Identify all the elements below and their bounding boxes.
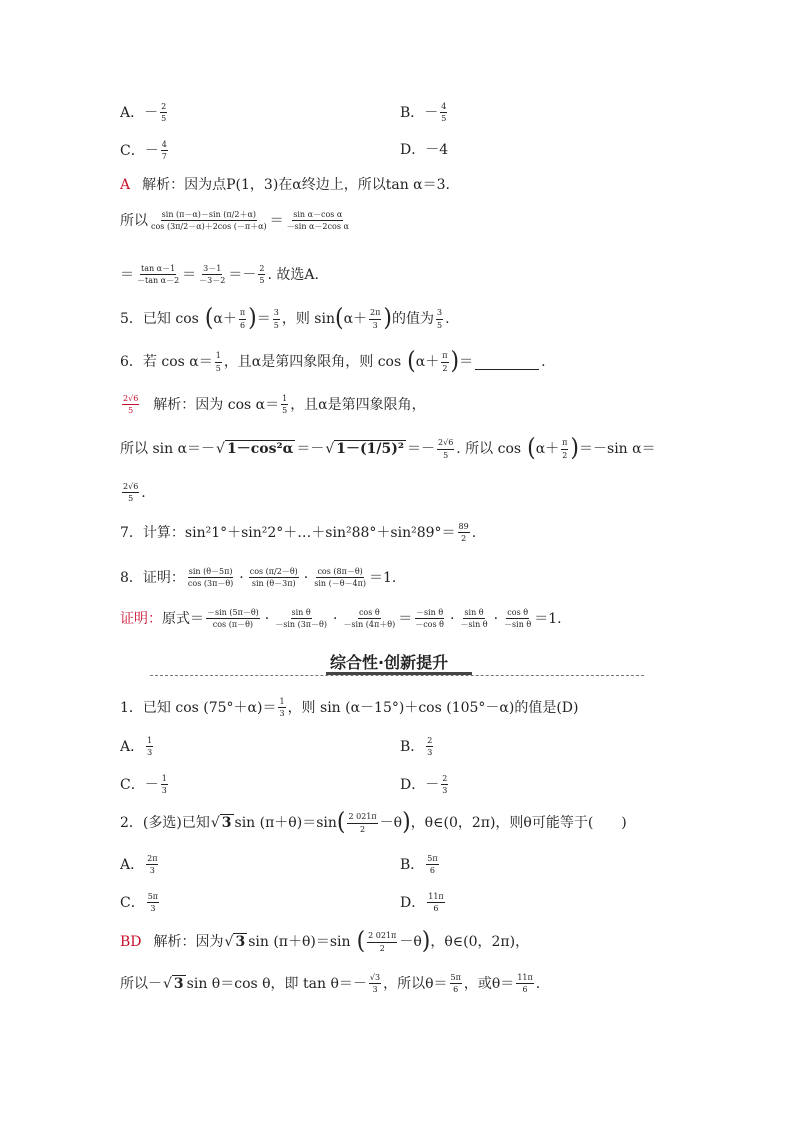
denominator: 2 [379,943,385,953]
denominator: cos (3π－θ) [187,579,234,589]
q6-analysis-line3 [120,482,146,503]
comp2-analysis-line1 [120,927,530,956]
analysis-text: . 所以 cos [456,441,522,457]
numerator: cos θ [358,608,381,619]
answer-letter: A [120,177,131,193]
analysis-text: 解析：因为点P(1，3)在α终边上，所以tan α＝3. [142,177,450,193]
comp1-option-a [120,736,155,757]
radical: √ 1－cos²α [216,441,294,457]
multiply-dot: · [332,610,338,627]
left-paren: ( [407,347,416,376]
prev-option-c [120,140,170,161]
period: . [141,484,146,501]
comp2-option-a [120,854,160,875]
denominator: 6 [522,985,528,995]
option-label: C．－ [120,142,159,159]
fraction [258,264,265,285]
numerator: 2 021π [347,812,377,823]
analysis-text: . 故选A. [267,266,319,283]
radicand: 1－cos²α [226,441,294,457]
math-text: －θ [399,934,422,950]
equals-sign: ＝ [269,212,284,229]
math-text: sin (π＋θ)＝sin [234,815,337,831]
comp2-analysis-line2 [120,973,540,994]
analysis-text: 解析：因为 cos α＝ [153,396,280,413]
question-text: 1．已知 cos (75°＋α)＝ [120,699,277,716]
fraction [450,973,462,994]
right-paren: ) [421,927,431,956]
math-text: α＋ [213,311,237,327]
denominator: 3 [372,320,378,330]
denominator: 5 [282,406,288,416]
section-header [150,648,644,676]
comp1-option-d [400,774,450,795]
numerator: 2√6 [122,482,139,493]
multiply-dot: · [239,569,244,586]
fraction [249,567,299,588]
fraction [516,973,533,994]
math-text: α＋ [343,311,368,327]
denominator: sin (－θ－4π) [314,579,366,589]
period: . [471,524,477,541]
denominator: 5 [441,114,447,124]
numerator: 1 [146,736,153,747]
denominator: －sin α－2cos α [286,222,349,232]
question-text: ，则 sin (α－15°)＋cos (105°－α)的值是(D) [287,699,579,716]
multiply-dot: · [449,610,455,627]
numerator: √3 [369,973,381,984]
option-label: A．－ [120,104,159,121]
fraction [286,210,350,231]
fraction [441,774,448,795]
multiply-dot: · [493,610,499,627]
fraction [313,567,367,588]
radical: √ 3 [163,975,184,992]
fraction [239,308,246,329]
left-paren: ( [356,927,366,956]
fraction [215,351,222,372]
question-text: 2．(多选)已知 [120,815,210,831]
comp2-option-b [400,854,441,875]
comp1-option-b [400,736,435,757]
prev-analysis-line3 [120,264,319,285]
numerator: 2 [426,736,433,747]
numerator: cos θ [506,608,529,619]
equals-sign: ＝ [459,354,474,370]
question-5 [120,304,450,333]
equals-sign: ＝－ [296,441,325,457]
math-text: －θ [379,815,403,831]
numerator: tan α－1 [140,264,176,275]
fraction [187,567,234,588]
equals-sign: ＝1. [534,610,562,627]
denominator: 3 [427,748,433,758]
right-paren: ) [570,434,580,463]
numerator: 1 [278,697,285,708]
equals-sign: ＝－ [228,266,257,283]
numerator: 2 021π [367,931,397,942]
section-title: 综合性·创新提升 [320,650,458,673]
fraction [427,892,444,913]
answer-fraction [122,394,139,415]
period: . [541,354,546,370]
prev-option-d [400,143,448,157]
denominator: －3－2 [199,276,226,286]
question-text: 5．已知 cos [120,311,199,327]
proof-text: 原式＝ [162,610,204,627]
fraction [440,102,447,123]
denominator: －sin (4π＋θ) [343,620,396,630]
numerator: 3－1 [202,264,222,275]
analysis-text: 所以－ [120,975,162,992]
proof-label: 证明： [120,610,162,627]
math-text: α＋ [535,441,560,457]
question-text: 8．证明： [120,569,185,586]
radical: √ 3 [210,815,232,831]
numerator: π [441,351,448,362]
denominator: 5 [436,320,443,330]
fraction [441,351,448,372]
fraction [136,264,180,285]
denominator: 5 [443,450,449,460]
analysis-text: ，或θ＝ [463,975,515,992]
question-text: 6．若 cos α＝ [120,354,213,370]
equals-sign: ＝ [120,266,134,283]
fraction [369,973,381,994]
question-text: ，θ∈(0，2π)，则θ可能等于( ) [410,815,627,831]
analysis-text: 解析：因为 [153,934,224,950]
fraction [146,854,158,875]
fraction [342,608,396,629]
question-text: ，则 sin [281,311,335,327]
left-paren: ( [336,808,346,837]
option-label: D． [400,894,426,911]
numerator: sin α－cos α [292,210,343,221]
numerator: sin (θ－5π) [188,567,234,578]
radicand: 1－(1/5)² [336,441,404,457]
option-label: C．－ [120,776,159,793]
option-label: A． [120,856,145,873]
question-7 [120,522,476,543]
fraction [426,736,433,757]
analysis-text: ，所以θ＝ [383,975,448,992]
fraction [414,608,445,629]
analysis-text: ，θ∈(0，2π)， [430,934,530,950]
numerator: 5π [450,973,462,984]
question-text: 7．计算：sin²1°＋sin²2°＋…＋sin²88°＋sin²89°＝ [120,524,456,541]
denominator: 3 [150,904,156,914]
question-text: ，且α是第四象限角，则 cos [223,354,402,370]
numerator: 5π [426,854,438,865]
fraction [160,102,167,123]
numerator: 4 [161,140,168,151]
left-paren: ( [204,304,214,333]
fraction [458,522,470,543]
option-label: B． [400,738,425,755]
fraction [206,608,260,629]
numerator: －sin (5π－θ) [206,608,260,619]
math-text: sin θ＝cos θ，即 tan θ＝－ [186,975,367,992]
denominator: 5 [273,320,279,330]
question-8 [120,567,396,588]
denominator: 3 [147,748,153,758]
fraction [437,438,454,459]
denominator: 2 [360,824,366,834]
fraction [273,308,280,329]
fraction [436,308,443,329]
fraction [281,394,288,415]
numerator: 2√6 [122,394,139,405]
numerator: sin (π－α)－sin (π/2＋α) [161,210,257,221]
answer-letter: BD [120,934,142,950]
fraction [503,608,532,629]
numerator: 4 [440,102,447,113]
fraction [274,608,328,629]
comp2-option-c [120,892,161,913]
section-divider [150,675,644,676]
comp2-option-d [400,892,447,913]
numerator: 3 [273,308,280,319]
denominator: －sin θ [504,620,532,630]
math-text: α＋ [415,354,440,370]
denominator: －tan α－2 [137,276,180,286]
numerator: 5π [147,892,159,903]
numerator: sin θ [291,608,312,619]
denominator: 3 [149,866,155,876]
fraction [459,608,488,629]
section-title-underline [326,672,472,675]
numerator: －sin θ [415,608,444,619]
right-paren: ) [383,304,392,333]
option-label: B．－ [400,104,439,121]
numerator: cos (π/2－θ) [249,567,299,578]
denominator: cos (π－θ) [212,620,254,630]
denominator: 3 [372,985,378,995]
option-label: B． [400,856,425,873]
radicand: 3 [221,815,232,831]
analysis-text: 所以 sin α＝－ [120,441,216,457]
radical: √ 1－(1/5)² [325,441,404,457]
fraction [161,774,168,795]
denominator: －sin (3π－θ) [275,620,327,630]
denominator: 6 [239,320,246,330]
numerator: 2 [160,102,167,113]
denominator: sin (θ－3π) [251,579,296,589]
denominator: 7 [161,152,167,162]
left-paren: ( [334,304,344,333]
period: . [445,311,450,327]
analysis-text: 所以 [120,212,148,229]
prev-analysis-line1 [120,178,450,192]
radical: √ 3 [224,934,246,950]
fraction [369,308,381,329]
multiply-dot: · [264,610,270,627]
numerator: 2 [258,264,265,275]
right-paren: ) [248,304,257,333]
equals-sign: ＝ [182,266,197,283]
denominator: －sin θ [460,620,488,630]
denominator: 5 [128,494,134,504]
option-label: C． [120,894,145,911]
numerator: cos (8π－θ) [316,567,363,578]
radicand: 3 [235,934,246,950]
math-text: sin (π＋θ)＝sin [248,934,351,950]
comp-question-1 [120,697,579,718]
numerator: 2π [146,854,158,865]
multiply-dot: · [303,569,309,586]
question-text: 的值为 [391,311,434,327]
denominator: 6 [453,985,459,995]
fraction [347,812,377,833]
denominator: 5 [161,114,167,124]
option-label: A． [120,738,145,755]
denominator: 2 [562,450,568,460]
denominator: 2 [442,363,448,373]
numerator: 2 [441,774,448,785]
denominator: －cos θ [415,620,444,630]
q6-analysis-line2 [120,434,656,463]
q6-analysis-line1 [120,394,426,415]
denominator: 5 [259,276,265,286]
numerator: 11π [427,892,444,903]
denominator: cos (3π/2－α)＋2cos (－π＋α) [151,222,267,232]
prev-option-b [400,102,449,123]
fraction [161,140,168,161]
denominator: 5 [128,406,134,416]
q8-proof [120,608,562,629]
equals-sign: ＝－ [407,441,435,457]
denominator: 3 [161,786,167,796]
answer-blank [475,355,539,370]
numerator: sin θ [463,608,484,619]
equals-sign: ＝ [256,311,271,327]
right-paren: ) [450,347,460,376]
numerator: 89 [458,522,470,533]
numerator: 11π [516,973,533,984]
analysis-text: ＝－sin α＝ [579,441,656,457]
comp1-option-c [120,774,170,795]
denominator: 3 [442,786,448,796]
numerator: 1 [161,774,168,785]
fraction [426,854,438,875]
fraction [150,210,268,231]
prev-option-a [120,102,169,123]
numerator: 1 [281,394,288,405]
left-paren: ( [527,434,536,463]
equals-sign: ＝1. [369,569,397,586]
question-6 [120,347,546,376]
fraction [367,931,397,952]
numerator: 2π [369,308,381,319]
numerator: 1 [215,351,222,362]
numerator: π [561,438,568,449]
numerator: 2√6 [437,438,454,449]
numerator: 3 [436,308,443,319]
analysis-text: ，且α是第四象限角， [290,396,426,413]
denominator: 3 [279,709,285,719]
prev-analysis-line2 [120,210,352,231]
option-label: D．－4 [400,142,449,158]
fraction [198,264,226,285]
comp-question-2 [120,808,627,837]
denominator: 2 [461,534,467,544]
numerator: π [239,308,246,319]
denominator: 5 [215,363,221,373]
radicand: 3 [173,975,184,992]
equals-sign: ＝ [398,610,413,627]
period: . [535,975,541,992]
right-paren: ) [402,808,411,837]
fraction [561,438,568,459]
fraction [147,892,159,913]
denominator: 6 [433,904,439,914]
fraction [278,697,285,718]
option-label: D．－ [400,776,440,793]
fraction [146,736,153,757]
denominator: 6 [429,866,436,876]
fraction [122,482,139,503]
